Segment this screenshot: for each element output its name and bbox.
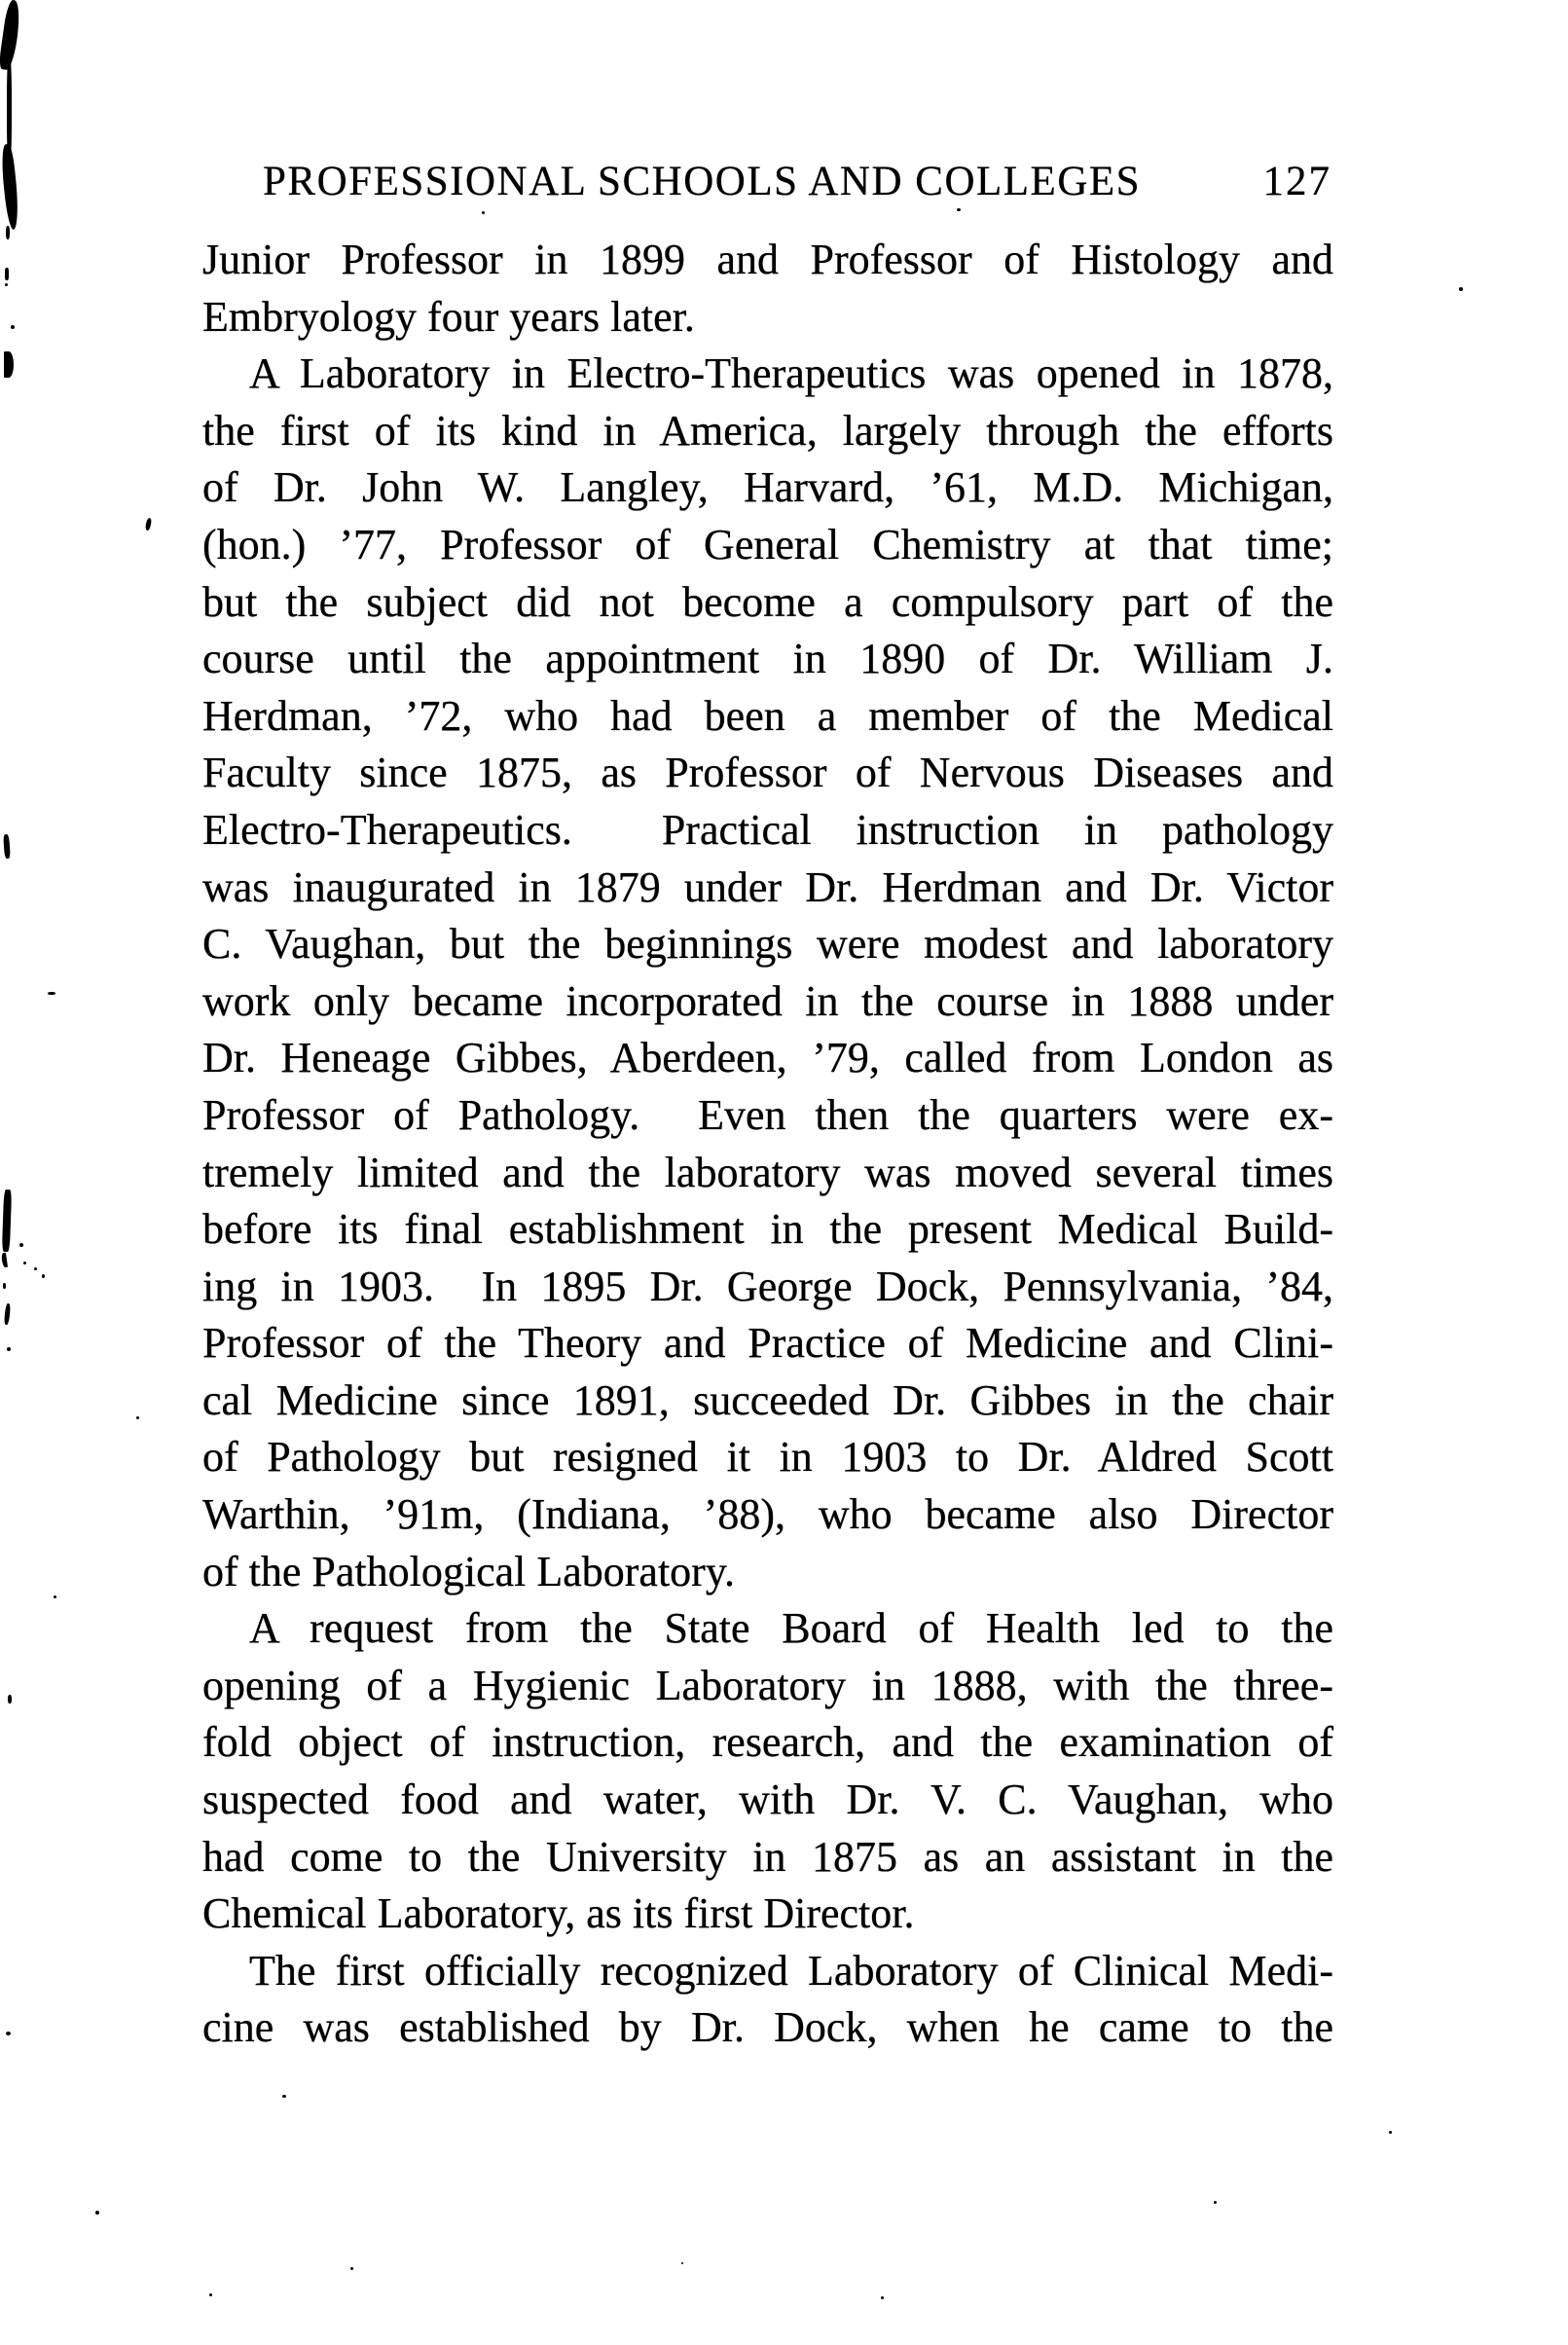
- text-line: course until the appointment in 1890 of Dr. William J.: [202, 635, 1333, 683]
- ink-speck: [19, 1243, 23, 1247]
- text-line: but the subject did not become a compulsory part of the: [202, 577, 1333, 626]
- text-line: C. Vaughan, but the beginnings were modest and laboratory: [202, 920, 1333, 969]
- text-line: was inaugurated in 1879 under Dr. Herdman and Dr. Victor: [202, 862, 1333, 911]
- ink-speck: [1214, 2201, 1217, 2204]
- ink-speck: [42, 1274, 45, 1278]
- text-line: (hon.) ’77, Professor of General Chemistry at that time;: [202, 520, 1333, 568]
- text-line: A Laboratory in Electro-Therapeutics was opened in 1878,: [249, 349, 1333, 398]
- text-line: of Dr. John W. Langley, Harvard, ’61, M.D. Michigan,: [202, 463, 1333, 512]
- text-line: Embryology four years later.: [202, 292, 695, 341]
- text-line: Dr. Heneage Gibbes, Aberdeen, ’79, called from London as: [202, 1034, 1333, 1082]
- text-line: Herdman, ’72, who had been a member of the Medical: [202, 691, 1333, 740]
- text-line: cine was established by Dr. Dock, when he came to the: [202, 2003, 1333, 2052]
- ink-mark: [5, 268, 9, 280]
- ink-smudge: [2, 1190, 12, 1252]
- text-line: The first officially recognized Laboratory of Clinical Medi-: [249, 1946, 1333, 1995]
- ink-smudge: [0, 0, 22, 71]
- ink-mark: [145, 518, 153, 531]
- text-line: suspected food and water, with Dr. V. C. Vaughan, who: [202, 1776, 1333, 1824]
- ink-speck: [136, 1416, 139, 1419]
- text-line: opening of a Hygienic Laboratory in 1888, with the three-: [202, 1661, 1333, 1709]
- text-line: Junior Professor in 1899 and Professor of Histology and: [202, 236, 1333, 283]
- ink-mark: [8, 1695, 12, 1704]
- ink-speck: [54, 1595, 56, 1598]
- text-line: Faculty since 1875, as Professor of Nervous Diseases and: [202, 749, 1333, 797]
- text-line: ing in 1903. In 1895 Dr. George Dock, Pennsylvania, ’84,: [202, 1262, 1333, 1310]
- ink-blot: [4, 351, 14, 378]
- ink-speck: [681, 2262, 683, 2264]
- text-line: Professor of the Theory and Practice of Medicine and Clini-: [202, 1319, 1333, 1368]
- ink-speck: [6, 2032, 11, 2035]
- text-line: work only became incorporated in the course in 1888 under: [202, 976, 1333, 1025]
- text-line: of the Pathological Laboratory.: [202, 1547, 735, 1595]
- ink-speck: [11, 325, 15, 329]
- ink-speck: [350, 2267, 353, 2270]
- ink-speck: [282, 2095, 286, 2098]
- running-header: [202, 154, 1333, 211]
- text-line: of Pathology but resigned it in 1903 to Dr. Aldred Scott: [202, 1433, 1333, 1482]
- text-line: fold object of instruction, research, and the examination of: [202, 1718, 1333, 1767]
- text-line: A request from the State Board of Health led to the: [249, 1604, 1333, 1653]
- ink-speck: [209, 2293, 212, 2296]
- page-number: 127: [1262, 159, 1331, 204]
- ink-speck: [5, 283, 8, 286]
- ink-speck: [34, 1267, 37, 1270]
- ink-speck: [95, 2211, 99, 2215]
- ink-speck: [3, 1283, 6, 1289]
- ink-mark: [3, 834, 11, 859]
- page-title: PROFESSIONAL SCHOOLS AND COLLEGES: [263, 159, 1142, 204]
- text-line: Chemical Laboratory, as its first Director.: [202, 1889, 915, 1938]
- ink-speck: [48, 992, 55, 995]
- ink-speck: [1389, 2131, 1392, 2134]
- text-line: had come to the University in 1875 as an assistant in the: [202, 1832, 1333, 1881]
- ink-smudge: [6, 226, 10, 239]
- ink-mark: [4, 1303, 11, 1325]
- ink-speck: [7, 1347, 11, 1351]
- text-line: cal Medicine since 1891, succeeded Dr. Gibbes in the chair: [202, 1375, 1333, 1424]
- text-line: Electro-Therapeutics. Practical instruction in pathology: [202, 805, 1333, 854]
- ink-mark: [1, 1253, 8, 1268]
- ink-speck: [23, 1262, 26, 1264]
- text-line: before its final establishment in the present Medical Build-: [202, 1205, 1333, 1254]
- ink-speck: [1459, 287, 1463, 291]
- text-line: the first of its kind in America, largely through the efforts: [202, 406, 1333, 455]
- ink-smudge: [0, 144, 21, 231]
- text-line: tremely limited and the laboratory was moved several times: [202, 1148, 1333, 1196]
- text-line: Warthin, ’91m, (Indiana, ’88), who became also Director: [202, 1490, 1333, 1539]
- ink-speck: [881, 2296, 884, 2299]
- text-line: Professor of Pathology. Even then the quarters were ex-: [202, 1090, 1333, 1139]
- ink-speck: [482, 211, 485, 214]
- page-text: [202, 232, 1333, 2057]
- ink-speck: [957, 208, 961, 211]
